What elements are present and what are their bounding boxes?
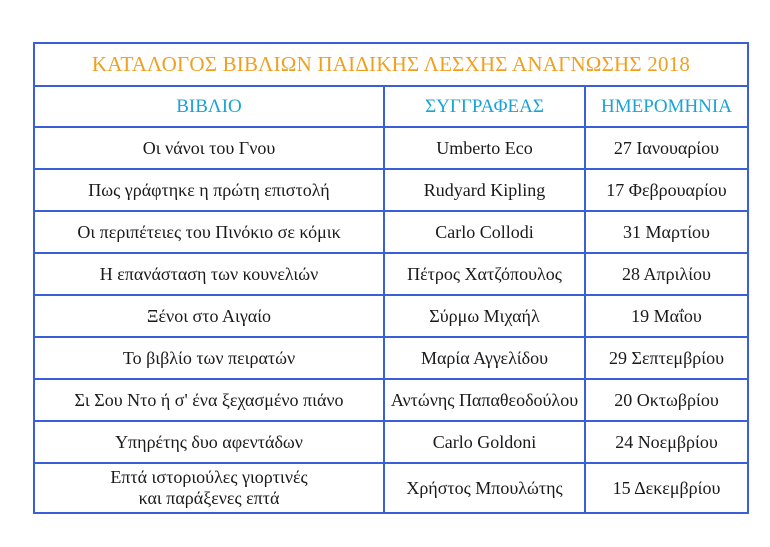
column-header-date: ΗΜΕΡΟΜΗΝΙΑ — [585, 86, 748, 127]
date-cell: 28 Απριλίου — [585, 253, 748, 295]
date-cell: 17 Φεβρουαρίου — [585, 169, 748, 211]
author-cell: Umberto Eco — [384, 127, 585, 169]
date-cell: 15 Δεκεμβρίου — [585, 463, 748, 513]
author-cell: Carlo Goldoni — [384, 421, 585, 463]
date-cell: 31 Μαρτίου — [585, 211, 748, 253]
table-row — [34, 295, 748, 337]
table-row — [34, 127, 748, 169]
table-row — [34, 253, 748, 295]
book-title-cell: Οι νάνοι του Γνου — [34, 127, 384, 169]
column-header-author: ΣΥΓΓΡΑΦΕΑΣ — [384, 86, 585, 127]
table-row — [34, 421, 748, 463]
table-row — [34, 463, 748, 513]
table-row — [34, 211, 748, 253]
table-row — [34, 169, 748, 211]
header-row — [34, 86, 748, 127]
book-title-cell: Υπηρέτης δυο αφεντάδων — [34, 421, 384, 463]
book-title-cell: Πως γράφτηκε η πρώτη επιστολή — [34, 169, 384, 211]
author-cell: Σύρμω Μιχαήλ — [384, 295, 585, 337]
author-cell: Αντώνης Παπαθεοδούλου — [384, 379, 585, 421]
date-cell: 20 Οκτωβρίου — [585, 379, 748, 421]
book-title-line-2: και παράξενες επτά — [138, 488, 280, 508]
table-row — [34, 337, 748, 379]
author-cell: Rudyard Kipling — [384, 169, 585, 211]
title-row — [34, 43, 748, 86]
book-title-line-1: Επτά ιστοριούλες γιορτινές — [110, 467, 308, 487]
author-cell: Χρήστος Μπουλώτης — [384, 463, 585, 513]
author-cell: Πέτρος Χατζόπουλος — [384, 253, 585, 295]
date-cell: 29 Σεπτεμβρίου — [585, 337, 748, 379]
date-cell: 19 Μαΐου — [585, 295, 748, 337]
catalog-title: ΚΑΤΑΛΟΓΟΣ ΒΙΒΛΙΩΝ ΠΑΙΔΙΚΗΣ ΛΕΣΧΗΣ ΑΝΑΓΝΩΣΗΣ 2018 — [34, 43, 748, 86]
author-cell: Μαρία Αγγελίδου — [384, 337, 585, 379]
author-cell: Carlo Collodi — [384, 211, 585, 253]
table-row — [34, 379, 748, 421]
book-title-cell: Ξένοι στο Αιγαίο — [34, 295, 384, 337]
book-catalog-table — [33, 42, 749, 514]
book-title-cell: Οι περιπέτειες του Πινόκιο σε κόμικ — [34, 211, 384, 253]
book-title-cell: Σι Σου Ντο ή σ' ένα ξεχασμένο πιάνο — [34, 379, 384, 421]
book-title-cell — [34, 463, 384, 513]
column-header-book: ΒΙΒΛΙΟ — [34, 86, 384, 127]
date-cell: 24 Νοεμβρίου — [585, 421, 748, 463]
book-title-cell: Η επανάσταση των κουνελιών — [34, 253, 384, 295]
date-cell: 27 Ιανουαρίου — [585, 127, 748, 169]
book-title-cell: Το βιβλίο των πειρατών — [34, 337, 384, 379]
